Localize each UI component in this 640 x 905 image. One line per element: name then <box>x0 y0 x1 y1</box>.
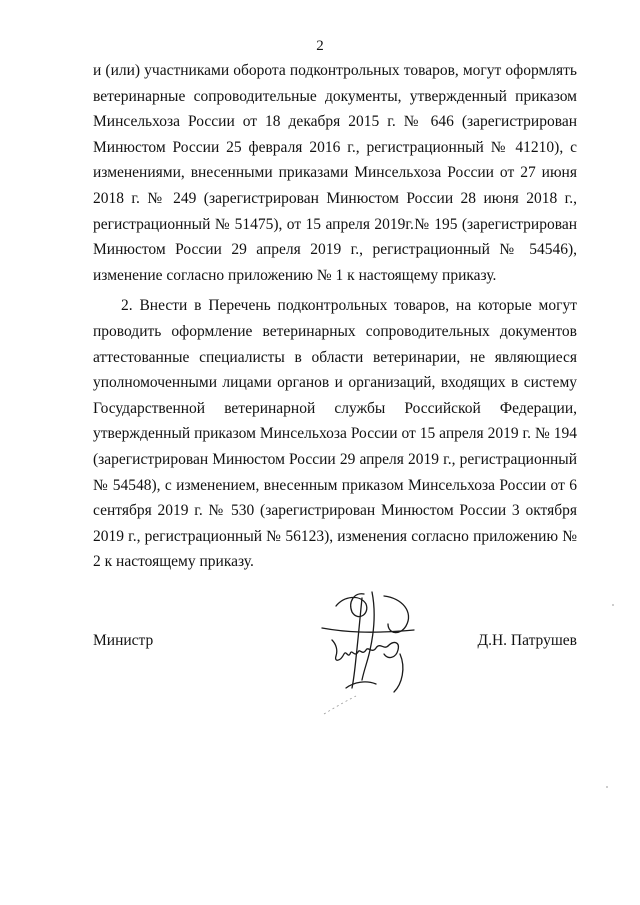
scan-artifact <box>606 786 608 788</box>
page-number: 2 <box>316 38 324 54</box>
paragraph-item-2: 2. Внести в Перечень подконтрольных товаров, на которые могут проводить оформление ветеринарных сопроводительных документов аттестованные специалисты в области ветеринарии, не являющиеся уполномоченными лицами органов и организаций, входящих в систему Государственной ветеринарной службы Российской Федерации, утвержденный приказом Минсельхоза России от 15 апреля 2019 г. № 194 (зарегистрирован Минюстом России 29 апреля 2019 г., регистрационный № 54548), с изменением, внесенным приказом Минсельхоза России от 6 сентября 2019 г. № 530 (зарегистрирован Минюстом России 3 октября 2019 г., регистрационный № 56123), изменения согласно приложению № 2 к настоящему приказу. <box>93 297 577 571</box>
scan-artifact <box>612 604 614 606</box>
handwritten-signature <box>314 588 434 718</box>
signatory-position: Министр <box>93 632 154 649</box>
signatory-name: Д.Н. Патрушев <box>477 632 577 649</box>
paragraph-continuation: и (или) участниками оборота подконтрольных товаров, могут оформлять ветеринарные сопроводительные документы, утвержденный приказом Минсельхоза России от 18 декабря 2015 г. № 646 (зарегистрирован Минюстом России 25 февраля 2016 г., регистрационный № 41210), с изменениями, внесенными приказами Минсельхоза России от 27 июня 2018 г. № 249 (зарегистрирован Минюстом России 28 июня 2018 г., регистрационный № 51475), от 15 апреля 2019г.№ 195 (зарегистрирован Минюстом России 29 апреля 2019 г., регистрационный № 54546), изменение согласно приложению № 1 к настоящему приказу. <box>93 62 577 284</box>
document-body <box>93 58 577 575</box>
